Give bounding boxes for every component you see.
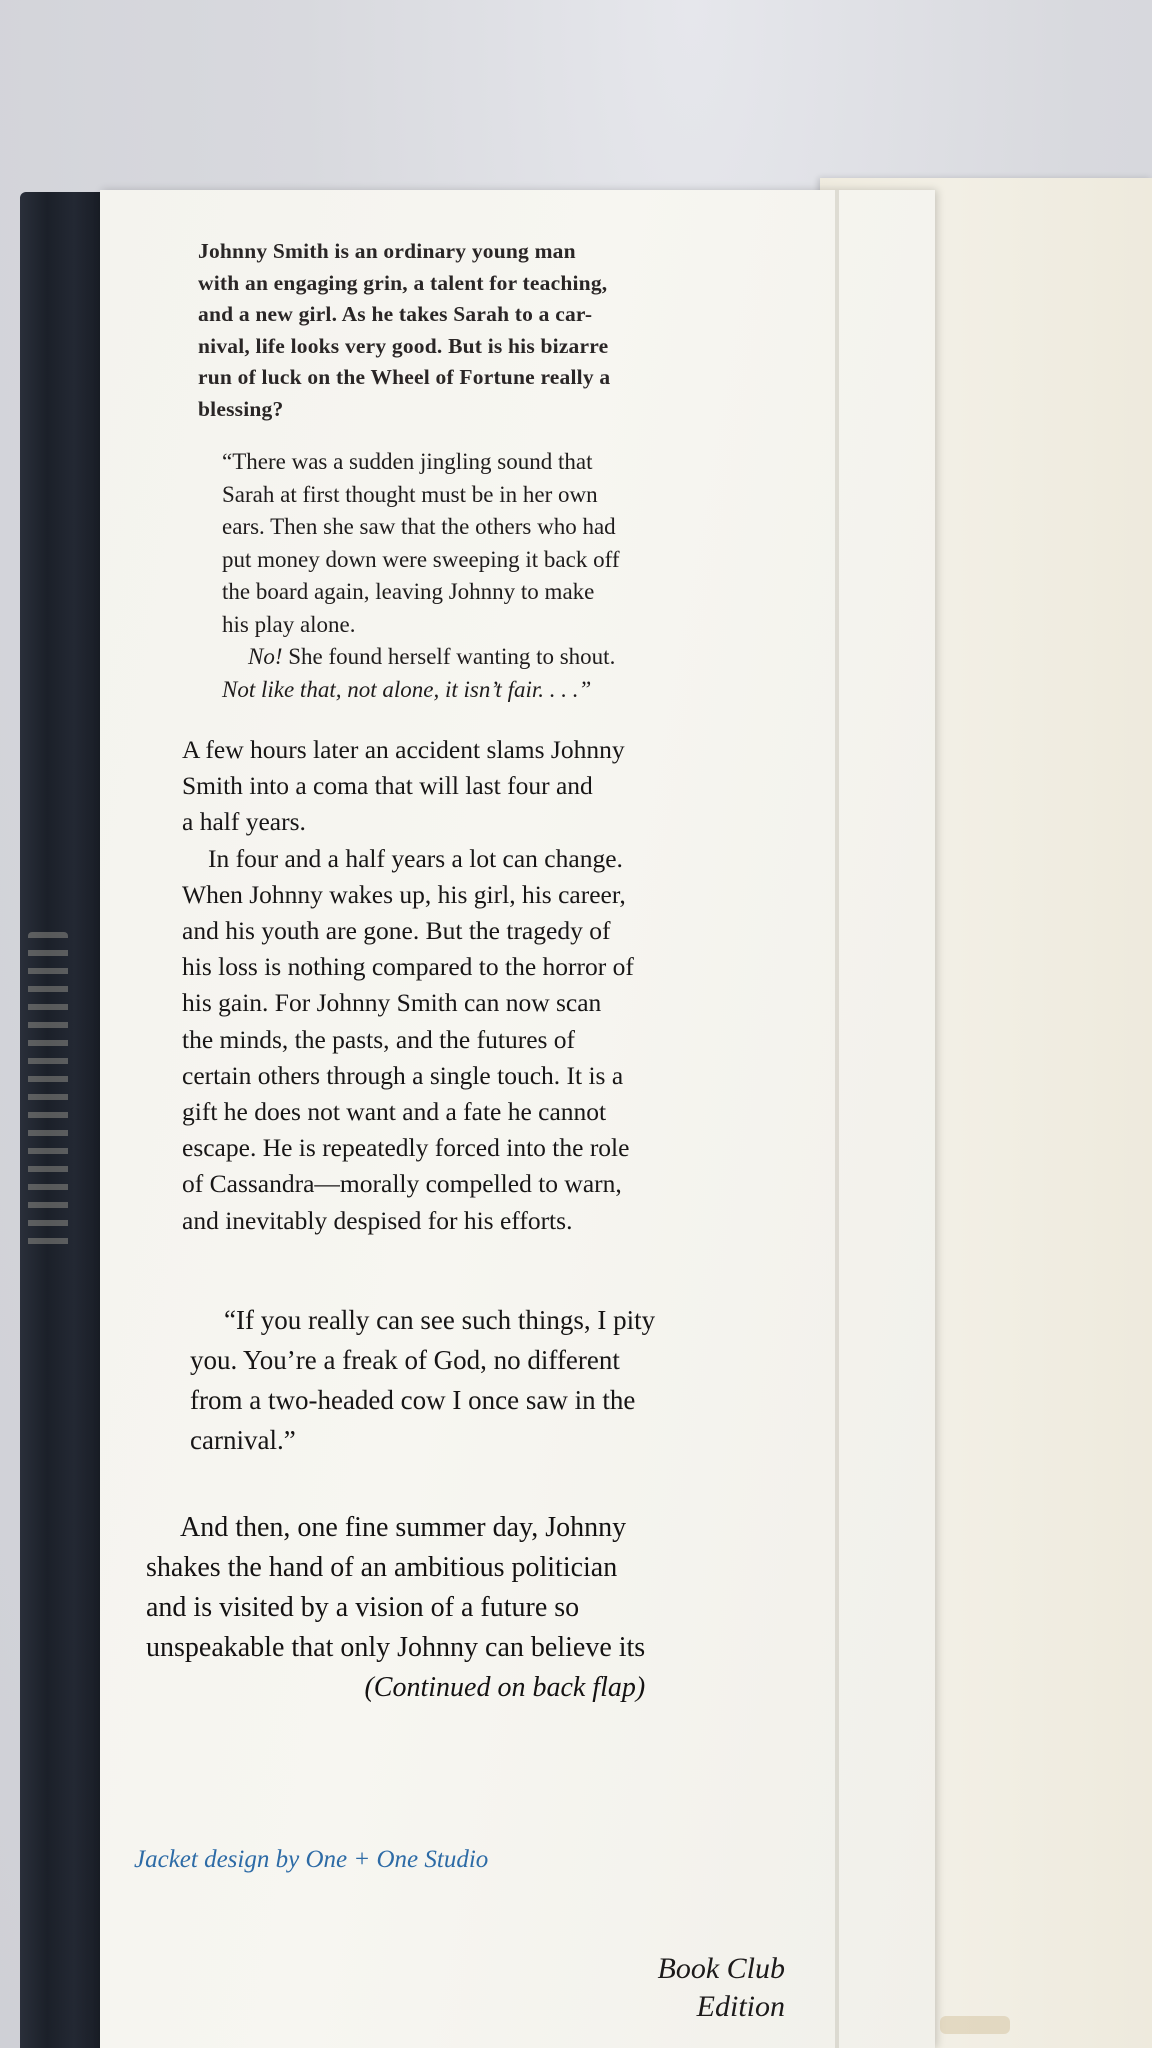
quote-shout: She found herself wanting to shout. [282, 644, 616, 669]
quote2-text: “If you really can see such things, I pity [224, 1305, 656, 1335]
intro-line: Johnny Smith is an ordinary young man [198, 239, 576, 263]
quote-no: No! [248, 644, 283, 669]
quote-line-shout [222, 641, 620, 674]
body-text: In four and a half years a lot can change. [208, 843, 623, 873]
closing-line-indented [146, 1508, 645, 1548]
continued-note: (Continued on back flap) [364, 1672, 646, 1703]
jacket-design-credit: Jacket design by One + One Studio [134, 1846, 489, 1873]
quote-line: his play alone. [222, 611, 356, 637]
book-spine [20, 192, 110, 2048]
spine-wear [28, 932, 68, 1252]
body-line: escape. He is repeatedly forced into the role [182, 1133, 630, 1163]
quote-line-end: Not like that, not alone, it isn’t fair. . . .” [222, 676, 592, 702]
closing-line: and is visited by a vision of a future so [146, 1592, 580, 1623]
intro-line: run of luck on the Wheel of Fortune really a [198, 365, 611, 389]
club-line: Edition [696, 1990, 785, 2023]
body-line: his gain. For Johnny Smith can now scan [182, 988, 602, 1018]
intro-line: blessing? [198, 396, 284, 421]
body-line: a half years. [182, 807, 306, 837]
carnival-quote [222, 446, 620, 706]
quote2-line: carnival.” [190, 1425, 296, 1455]
quote-line: the board again, leaving Johnny to make [222, 579, 595, 604]
closing-text: And then, one fine summer day, Johnny [180, 1512, 627, 1543]
main-paragraph [182, 732, 634, 1239]
quote-line: ears. Then she saw that the others who had [222, 514, 616, 539]
quote-line: Sarah at first thought must be in her own [222, 481, 598, 507]
closing-paragraph [146, 1508, 645, 1708]
book-club-edition [620, 1950, 785, 2026]
body-line: the minds, the pasts, and the futures of [182, 1024, 576, 1054]
intro-line: nival, life looks very good. But is his bizarre [198, 333, 609, 358]
quote2-line-indented [190, 1300, 655, 1340]
body-line: gift he does not want and a fate he cannot [182, 1097, 607, 1127]
body-line: A few hours later an accident slams Johnny [182, 735, 625, 764]
paper-tear [940, 2016, 1010, 2034]
flap-fold-line [835, 190, 839, 2048]
body-line: Smith into a coma that will last four and [182, 771, 593, 801]
body-line: When Johnny wakes up, his girl, his career, [182, 879, 626, 909]
body-line-indented [182, 841, 634, 877]
body-line: and inevitably despised for his efforts. [182, 1205, 573, 1235]
quote2-line: from a two-headed cow I once saw in the [190, 1385, 636, 1415]
quote2-line: you. You’re a freak of God, no different [190, 1345, 620, 1375]
closing-line: shakes the hand of an ambitious politician [146, 1552, 618, 1583]
body-line: and his youth are gone. But the tragedy of [182, 916, 611, 946]
body-line: of Cassandra—morally compelled to warn, [182, 1169, 622, 1199]
intro-line: with an engaging grin, a talent for teaching, [198, 270, 608, 295]
body-line: certain others through a single touch. It is a [182, 1060, 624, 1090]
body-line: his loss is nothing compared to the horror of [182, 952, 634, 982]
intro-paragraph [198, 236, 610, 425]
quote-line: put money down were sweeping it back off [222, 546, 620, 572]
freak-quote [190, 1300, 655, 1460]
intro-line: and a new girl. As he takes Sarah to a car- [198, 302, 593, 326]
quote-line: “There was a sudden jingling sound that [222, 449, 593, 474]
closing-line: unspeakable that only Johnny can believe its [146, 1632, 646, 1663]
club-line: Book Club [657, 1952, 785, 1985]
